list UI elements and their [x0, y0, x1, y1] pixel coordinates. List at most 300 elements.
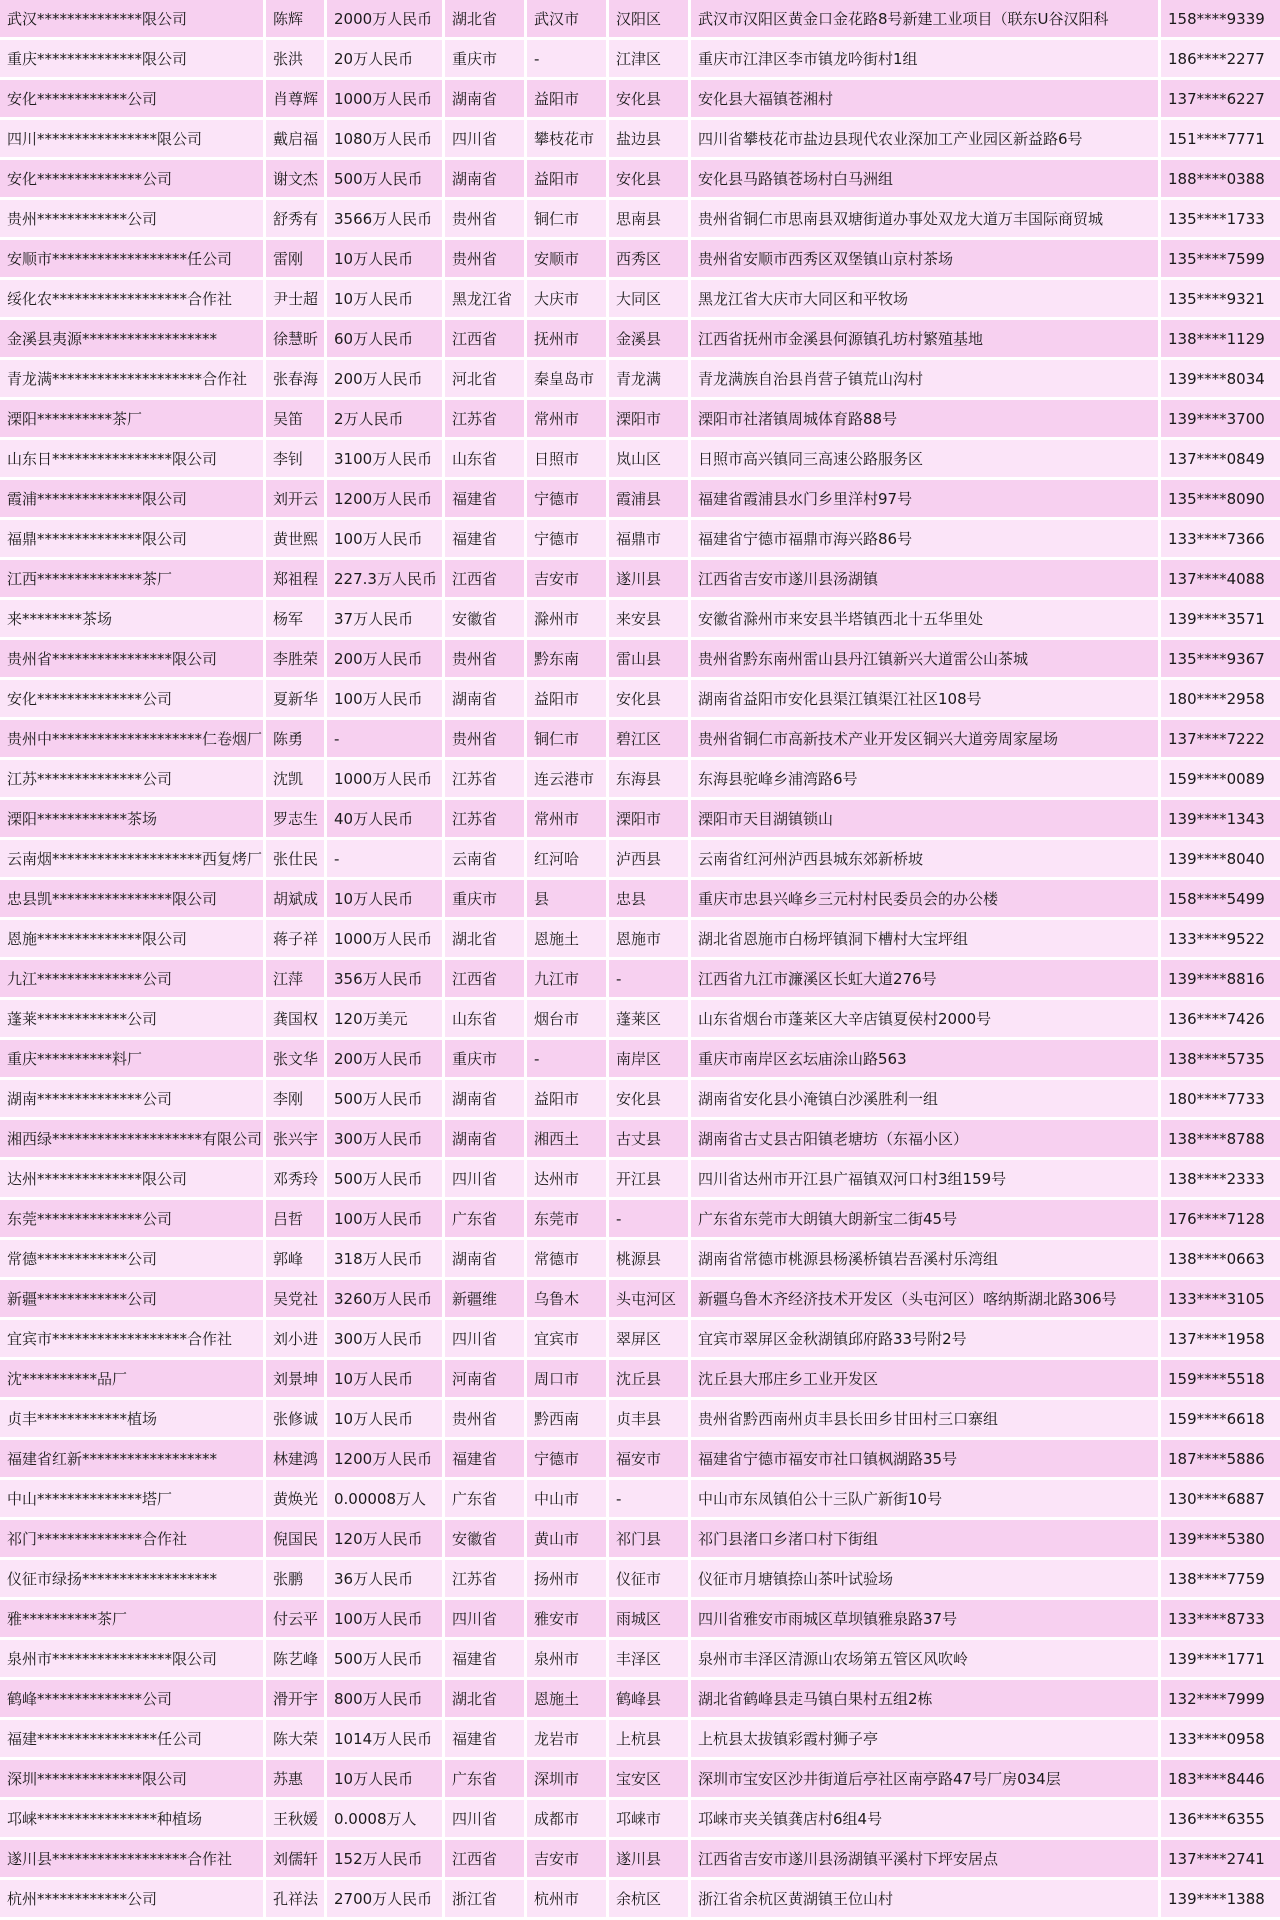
- cell-legal-rep: 张兴宇: [266, 1120, 324, 1157]
- cell-city: 常州市: [527, 800, 606, 837]
- cell-legal-rep: 沈凯: [266, 760, 324, 797]
- cell-phone: 138****5735: [1161, 1040, 1280, 1077]
- cell-city: 益阳市: [527, 80, 606, 117]
- cell-district: 蓬莱区: [609, 1000, 688, 1037]
- cell-registered-capital: 120万人民币: [327, 1520, 442, 1557]
- cell-company-name: 重庆**************限公司: [0, 40, 263, 77]
- cell-phone: 132****7999: [1161, 1680, 1280, 1717]
- cell-address: 武汉市汉阳区黄金口金花路8号新建工业项目（联东U谷汉阳科: [691, 0, 1158, 37]
- cell-legal-rep: 陈大荣: [266, 1720, 324, 1757]
- cell-city: 扬州市: [527, 1560, 606, 1597]
- cell-city: 杭州市: [527, 1880, 606, 1917]
- cell-city: 乌鲁木: [527, 1280, 606, 1317]
- cell-legal-rep: 滑开宇: [266, 1680, 324, 1717]
- cell-legal-rep: 孔祥法: [266, 1880, 324, 1917]
- cell-phone: 158****9339: [1161, 0, 1280, 37]
- cell-registered-capital: 100万人民币: [327, 680, 442, 717]
- cell-company-name: 贞丰************植场: [0, 1400, 263, 1437]
- cell-province: 贵州省: [445, 240, 524, 277]
- cell-phone: 135****9321: [1161, 280, 1280, 317]
- cell-province: 江西省: [445, 320, 524, 357]
- table-row: [0, 1560, 1280, 1597]
- cell-district: 余杭区: [609, 1880, 688, 1917]
- cell-district: 汉阳区: [609, 0, 688, 37]
- cell-province: 湖北省: [445, 0, 524, 37]
- cell-legal-rep: 倪国民: [266, 1520, 324, 1557]
- cell-legal-rep: 张仕民: [266, 840, 324, 877]
- cell-district: 古丈县: [609, 1120, 688, 1157]
- cell-district: 泸西县: [609, 840, 688, 877]
- cell-registered-capital: 10万人民币: [327, 1360, 442, 1397]
- cell-province: 河南省: [445, 1360, 524, 1397]
- cell-phone: 135****1733: [1161, 200, 1280, 237]
- cell-registered-capital: 100万人民币: [327, 1600, 442, 1637]
- cell-address: 福建省宁德市福安市社口镇枫湖路35号: [691, 1440, 1158, 1477]
- cell-address: 江西省吉安市遂川县汤湖镇: [691, 560, 1158, 597]
- cell-registered-capital: 0.0008万人: [327, 1800, 442, 1837]
- cell-phone: 159****5518: [1161, 1360, 1280, 1397]
- cell-city: 恩施土: [527, 1680, 606, 1717]
- table-row: [0, 760, 1280, 797]
- cell-phone: 135****9367: [1161, 640, 1280, 677]
- cell-phone: 158****5499: [1161, 880, 1280, 917]
- cell-city: 达州市: [527, 1160, 606, 1197]
- cell-phone: 137****7222: [1161, 720, 1280, 757]
- cell-company-name: 新疆************公司: [0, 1280, 263, 1317]
- cell-district: 霞浦县: [609, 480, 688, 517]
- cell-registered-capital: 40万人民币: [327, 800, 442, 837]
- cell-city: 烟台市: [527, 1000, 606, 1037]
- cell-province: 山东省: [445, 440, 524, 477]
- cell-company-name: 杭州************公司: [0, 1880, 263, 1917]
- cell-legal-rep: 王秋媛: [266, 1800, 324, 1837]
- cell-district: 来安县: [609, 600, 688, 637]
- cell-legal-rep: 戴启福: [266, 120, 324, 157]
- cell-legal-rep: 张洪: [266, 40, 324, 77]
- cell-province: 湖南省: [445, 160, 524, 197]
- cell-district: 碧江区: [609, 720, 688, 757]
- cell-city: 大庆市: [527, 280, 606, 317]
- cell-phone: 159****0089: [1161, 760, 1280, 797]
- table-row: [0, 1160, 1280, 1197]
- cell-city: 益阳市: [527, 1080, 606, 1117]
- cell-legal-rep: 杨军: [266, 600, 324, 637]
- cell-province: 湖北省: [445, 1680, 524, 1717]
- table-row: [0, 680, 1280, 717]
- cell-address: 贵州省黔西南州贞丰县长田乡甘田村三口寨组: [691, 1400, 1158, 1437]
- cell-address: 安化县大福镇苍湘村: [691, 80, 1158, 117]
- cell-city: 吉安市: [527, 1840, 606, 1877]
- cell-province: 重庆市: [445, 1040, 524, 1077]
- cell-company-name: 溧阳************茶场: [0, 800, 263, 837]
- table-row: [0, 160, 1280, 197]
- cell-district: -: [609, 1480, 688, 1517]
- cell-registered-capital: 300万人民币: [327, 1120, 442, 1157]
- cell-company-name: 贵州省****************限公司: [0, 640, 263, 677]
- cell-district: 安化县: [609, 80, 688, 117]
- cell-district: 翠屏区: [609, 1320, 688, 1357]
- cell-province: 重庆市: [445, 880, 524, 917]
- cell-company-name: 金溪县夷源******************: [0, 320, 263, 357]
- cell-registered-capital: 1000万人民币: [327, 920, 442, 957]
- cell-province: 湖南省: [445, 80, 524, 117]
- cell-registered-capital: 10万人民币: [327, 280, 442, 317]
- cell-district: 东海县: [609, 760, 688, 797]
- cell-legal-rep: 罗志生: [266, 800, 324, 837]
- cell-legal-rep: 谢文杰: [266, 160, 324, 197]
- cell-legal-rep: 张文华: [266, 1040, 324, 1077]
- cell-district: 遂川县: [609, 560, 688, 597]
- cell-company-name: 蓬莱************公司: [0, 1000, 263, 1037]
- cell-phone: 176****7128: [1161, 1200, 1280, 1237]
- cell-address: 邛崃市夹关镇龚店村6组4号: [691, 1800, 1158, 1837]
- table-row: [0, 1120, 1280, 1157]
- cell-company-name: 仪征市绿扬******************: [0, 1560, 263, 1597]
- cell-legal-rep: 刘景坤: [266, 1360, 324, 1397]
- cell-registered-capital: 500万人民币: [327, 160, 442, 197]
- cell-province: 贵州省: [445, 1400, 524, 1437]
- table-row: [0, 960, 1280, 997]
- cell-registered-capital: 1000万人民币: [327, 80, 442, 117]
- cell-company-name: 来********茶场: [0, 600, 263, 637]
- cell-registered-capital: 2700万人民币: [327, 1880, 442, 1917]
- cell-address: 湖南省古丈县古阳镇老塘坊（东福小区）: [691, 1120, 1158, 1157]
- cell-city: 黔西南: [527, 1400, 606, 1437]
- cell-registered-capital: 100万人民币: [327, 1200, 442, 1237]
- cell-city: 红河哈: [527, 840, 606, 877]
- cell-company-name: 沈**********品厂: [0, 1360, 263, 1397]
- cell-address: 贵州省铜仁市高新技术产业开发区铜兴大道旁周家屋场: [691, 720, 1158, 757]
- cell-company-name: 山东日****************限公司: [0, 440, 263, 477]
- table-row: [0, 1680, 1280, 1717]
- cell-registered-capital: 1000万人民币: [327, 760, 442, 797]
- cell-company-name: 福鼎**************限公司: [0, 520, 263, 557]
- table-row: [0, 720, 1280, 757]
- cell-city: 雅安市: [527, 1600, 606, 1637]
- cell-phone: 137****4088: [1161, 560, 1280, 597]
- cell-registered-capital: -: [327, 840, 442, 877]
- cell-company-name: 达州**************限公司: [0, 1160, 263, 1197]
- table-row: [0, 1200, 1280, 1237]
- cell-registered-capital: 200万人民币: [327, 360, 442, 397]
- cell-city: 宁德市: [527, 480, 606, 517]
- cell-registered-capital: 100万人民币: [327, 520, 442, 557]
- cell-district: 开江县: [609, 1160, 688, 1197]
- cell-phone: 133****0958: [1161, 1720, 1280, 1757]
- cell-address: 贵州省铜仁市思南县双塘街道办事处双龙大道万丰国际商贸城: [691, 200, 1158, 237]
- cell-company-name: 重庆**********料厂: [0, 1040, 263, 1077]
- cell-company-name: 江苏**************公司: [0, 760, 263, 797]
- cell-company-name: 贵州************公司: [0, 200, 263, 237]
- cell-company-name: 中山**************塔厂: [0, 1480, 263, 1517]
- cell-province: 江苏省: [445, 760, 524, 797]
- table-row: [0, 1600, 1280, 1637]
- cell-registered-capital: 500万人民币: [327, 1640, 442, 1677]
- cell-district: 仪征市: [609, 1560, 688, 1597]
- cell-province: 四川省: [445, 1160, 524, 1197]
- table-row: [0, 600, 1280, 637]
- cell-address: 广东省东莞市大朗镇大朗新宝二街45号: [691, 1200, 1158, 1237]
- cell-legal-rep: 龚国权: [266, 1000, 324, 1037]
- cell-province: 广东省: [445, 1200, 524, 1237]
- cell-company-name: 武汉**************限公司: [0, 0, 263, 37]
- cell-address: 浙江省余杭区黄湖镇王位山村: [691, 1880, 1158, 1917]
- cell-district: -: [609, 1200, 688, 1237]
- cell-province: 湖南省: [445, 1120, 524, 1157]
- cell-city: 益阳市: [527, 680, 606, 717]
- cell-legal-rep: 蒋子祥: [266, 920, 324, 957]
- cell-phone: 139****1343: [1161, 800, 1280, 837]
- table-row: [0, 1320, 1280, 1357]
- table-row: [0, 1640, 1280, 1677]
- cell-city: 安顺市: [527, 240, 606, 277]
- cell-registered-capital: 356万人民币: [327, 960, 442, 997]
- cell-registered-capital: 36万人民币: [327, 1560, 442, 1597]
- cell-legal-rep: 李钊: [266, 440, 324, 477]
- cell-city: 东莞市: [527, 1200, 606, 1237]
- cell-registered-capital: 1014万人民币: [327, 1720, 442, 1757]
- table-row: [0, 1520, 1280, 1557]
- cell-district: 江津区: [609, 40, 688, 77]
- cell-company-name: 恩施**************限公司: [0, 920, 263, 957]
- table-row: [0, 360, 1280, 397]
- table-row: [0, 880, 1280, 917]
- cell-address: 山东省烟台市蓬莱区大辛店镇夏侯村2000号: [691, 1000, 1158, 1037]
- cell-phone: 138****1129: [1161, 320, 1280, 357]
- cell-address: 沈丘县大邢庄乡工业开发区: [691, 1360, 1158, 1397]
- cell-province: 广东省: [445, 1480, 524, 1517]
- cell-province: 福建省: [445, 1640, 524, 1677]
- cell-district: 贞丰县: [609, 1400, 688, 1437]
- cell-phone: 135****8090: [1161, 480, 1280, 517]
- cell-district: 福鼎市: [609, 520, 688, 557]
- cell-phone: 159****6618: [1161, 1400, 1280, 1437]
- cell-legal-rep: 吕哲: [266, 1200, 324, 1237]
- cell-address: 安徽省滁州市来安县半塔镇西北十五华里处: [691, 600, 1158, 637]
- cell-district: 青龙满: [609, 360, 688, 397]
- cell-district: 西秀区: [609, 240, 688, 277]
- cell-address: 江西省吉安市遂川县汤湖镇平溪村下坪安居点: [691, 1840, 1158, 1877]
- cell-city: 铜仁市: [527, 200, 606, 237]
- cell-phone: 139****3571: [1161, 600, 1280, 637]
- cell-district: 安化县: [609, 160, 688, 197]
- cell-company-name: 常德************公司: [0, 1240, 263, 1277]
- cell-legal-rep: 李胜荣: [266, 640, 324, 677]
- cell-city: 益阳市: [527, 160, 606, 197]
- cell-legal-rep: 刘小进: [266, 1320, 324, 1357]
- table-row: [0, 560, 1280, 597]
- table-row: [0, 1400, 1280, 1437]
- cell-district: -: [609, 960, 688, 997]
- cell-company-name: 邛崃****************种植场: [0, 1800, 263, 1837]
- cell-company-name: 湖南**************公司: [0, 1080, 263, 1117]
- cell-registered-capital: 37万人民币: [327, 600, 442, 637]
- table-row: [0, 1280, 1280, 1317]
- table-row: [0, 280, 1280, 317]
- table-row: [0, 1440, 1280, 1477]
- cell-address: 仪征市月塘镇捺山茶叶试验场: [691, 1560, 1158, 1597]
- cell-address: 溧阳市社渚镇周城体育路88号: [691, 400, 1158, 437]
- cell-district: 溧阳市: [609, 400, 688, 437]
- table-row: [0, 200, 1280, 237]
- cell-legal-rep: 黄世熙: [266, 520, 324, 557]
- cell-address: 四川省雅安市雨城区草坝镇雅泉路37号: [691, 1600, 1158, 1637]
- cell-city: 湘西土: [527, 1120, 606, 1157]
- cell-registered-capital: 227.3万人民币: [327, 560, 442, 597]
- table-row: [0, 120, 1280, 157]
- cell-address: 安化县马路镇苍场村白马洲组: [691, 160, 1158, 197]
- cell-legal-rep: 陈辉: [266, 0, 324, 37]
- cell-district: 祁门县: [609, 1520, 688, 1557]
- cell-city: 县: [527, 880, 606, 917]
- cell-registered-capital: -: [327, 720, 442, 757]
- cell-registered-capital: 200万人民币: [327, 1040, 442, 1077]
- cell-address: 日照市高兴镇同三高速公路服务区: [691, 440, 1158, 477]
- cell-province: 福建省: [445, 480, 524, 517]
- cell-address: 湖北省恩施市白杨坪镇洞下槽村大宝坪组: [691, 920, 1158, 957]
- table-row: [0, 1080, 1280, 1117]
- cell-phone: 137****6227: [1161, 80, 1280, 117]
- cell-phone: 180****7733: [1161, 1080, 1280, 1117]
- cell-city: 周口市: [527, 1360, 606, 1397]
- cell-legal-rep: 舒秀有: [266, 200, 324, 237]
- table-row: [0, 80, 1280, 117]
- cell-province: 浙江省: [445, 1880, 524, 1917]
- cell-district: 南岸区: [609, 1040, 688, 1077]
- cell-company-name: 江西**************茶厂: [0, 560, 263, 597]
- cell-district: 思南县: [609, 200, 688, 237]
- cell-legal-rep: 张鹏: [266, 1560, 324, 1597]
- cell-province: 四川省: [445, 1320, 524, 1357]
- cell-district: 遂川县: [609, 1840, 688, 1877]
- cell-registered-capital: 20万人民币: [327, 40, 442, 77]
- table-row: [0, 1480, 1280, 1517]
- cell-phone: 133****7366: [1161, 520, 1280, 557]
- cell-legal-rep: 胡斌成: [266, 880, 324, 917]
- cell-city: 深圳市: [527, 1760, 606, 1797]
- cell-company-name: 鹤峰**************公司: [0, 1680, 263, 1717]
- cell-company-name: 九江**************公司: [0, 960, 263, 997]
- cell-address: 重庆市南岸区玄坛庙涂山路563: [691, 1040, 1158, 1077]
- cell-district: 安化县: [609, 680, 688, 717]
- cell-province: 广东省: [445, 1760, 524, 1797]
- cell-address: 新疆乌鲁木齐经济技术开发区（头屯河区）喀纳斯湖北路306号: [691, 1280, 1158, 1317]
- cell-province: 四川省: [445, 120, 524, 157]
- cell-registered-capital: 10万人民币: [327, 240, 442, 277]
- cell-province: 江苏省: [445, 400, 524, 437]
- cell-address: 湖北省鹤峰县走马镇白果村五组2栋: [691, 1680, 1158, 1717]
- cell-district: 金溪县: [609, 320, 688, 357]
- cell-legal-rep: 江萍: [266, 960, 324, 997]
- cell-city: 秦皇岛市: [527, 360, 606, 397]
- cell-company-name: 福建省红新******************: [0, 1440, 263, 1477]
- cell-district: 丰泽区: [609, 1640, 688, 1677]
- cell-province: 安徽省: [445, 600, 524, 637]
- cell-district: 盐边县: [609, 120, 688, 157]
- cell-phone: 136****6355: [1161, 1800, 1280, 1837]
- cell-company-name: 遂川县******************合作社: [0, 1840, 263, 1877]
- cell-province: 湖南省: [445, 1080, 524, 1117]
- cell-address: 福建省宁德市福鼎市海兴路86号: [691, 520, 1158, 557]
- cell-phone: 138****2333: [1161, 1160, 1280, 1197]
- cell-phone: 133****8733: [1161, 1600, 1280, 1637]
- cell-legal-rep: 李刚: [266, 1080, 324, 1117]
- cell-province: 四川省: [445, 1600, 524, 1637]
- cell-district: 福安市: [609, 1440, 688, 1477]
- table-row: [0, 920, 1280, 957]
- cell-address: 湖南省益阳市安化县渠江镇渠江社区108号: [691, 680, 1158, 717]
- cell-phone: 187****5886: [1161, 1440, 1280, 1477]
- cell-city: 九江市: [527, 960, 606, 997]
- cell-district: 鹤峰县: [609, 1680, 688, 1717]
- cell-registered-capital: 3100万人民币: [327, 440, 442, 477]
- cell-phone: 139****8034: [1161, 360, 1280, 397]
- table-row: [0, 400, 1280, 437]
- cell-registered-capital: 60万人民币: [327, 320, 442, 357]
- cell-registered-capital: 200万人民币: [327, 640, 442, 677]
- cell-phone: 180****2958: [1161, 680, 1280, 717]
- cell-district: 岚山区: [609, 440, 688, 477]
- cell-legal-rep: 郭峰: [266, 1240, 324, 1277]
- cell-legal-rep: 尹士超: [266, 280, 324, 317]
- cell-district: 恩施市: [609, 920, 688, 957]
- cell-city: 常德市: [527, 1240, 606, 1277]
- cell-phone: 135****7599: [1161, 240, 1280, 277]
- cell-city: 成都市: [527, 1800, 606, 1837]
- cell-address: 重庆市忠县兴峰乡三元村村民委员会的办公楼: [691, 880, 1158, 917]
- cell-district: 宝安区: [609, 1760, 688, 1797]
- cell-city: -: [527, 1040, 606, 1077]
- cell-address: 湖南省常德市桃源县杨溪桥镇岩吾溪村乐湾组: [691, 1240, 1158, 1277]
- cell-company-name: 东莞**************公司: [0, 1200, 263, 1237]
- cell-province: 新疆维: [445, 1280, 524, 1317]
- cell-registered-capital: 300万人民币: [327, 1320, 442, 1357]
- cell-district: 溧阳市: [609, 800, 688, 837]
- cell-province: 贵州省: [445, 640, 524, 677]
- cell-registered-capital: 2万人民币: [327, 400, 442, 437]
- cell-company-name: 溧阳**********茶厂: [0, 400, 263, 437]
- cell-legal-rep: 雷刚: [266, 240, 324, 277]
- cell-legal-rep: 吴党社: [266, 1280, 324, 1317]
- cell-district: 大同区: [609, 280, 688, 317]
- cell-city: 滁州市: [527, 600, 606, 637]
- cell-province: 云南省: [445, 840, 524, 877]
- cell-city: 泉州市: [527, 1640, 606, 1677]
- cell-phone: 188****0388: [1161, 160, 1280, 197]
- cell-city: 宁德市: [527, 520, 606, 557]
- cell-city: 中山市: [527, 1480, 606, 1517]
- cell-company-name: 安化**************公司: [0, 160, 263, 197]
- cell-legal-rep: 陈勇: [266, 720, 324, 757]
- cell-address: 上杭县太拔镇彩霞村狮子亭: [691, 1720, 1158, 1757]
- cell-phone: 130****6887: [1161, 1480, 1280, 1517]
- cell-province: 山东省: [445, 1000, 524, 1037]
- cell-phone: 139****8040: [1161, 840, 1280, 877]
- cell-registered-capital: 0.00008万人: [327, 1480, 442, 1517]
- cell-city: 黄山市: [527, 1520, 606, 1557]
- table-row: [0, 800, 1280, 837]
- cell-registered-capital: 500万人民币: [327, 1160, 442, 1197]
- cell-phone: 139****8816: [1161, 960, 1280, 997]
- table-row: [0, 840, 1280, 877]
- cell-address: 四川省攀枝花市盐边县现代农业深加工产业园区新益路6号: [691, 120, 1158, 157]
- cell-province: 福建省: [445, 520, 524, 557]
- cell-city: 龙岩市: [527, 1720, 606, 1757]
- cell-company-name: 安化************公司: [0, 80, 263, 117]
- cell-address: 江西省抚州市金溪县何源镇孔坊村繁殖基地: [691, 320, 1158, 357]
- table-row: [0, 1000, 1280, 1037]
- cell-company-name: 安化**************公司: [0, 680, 263, 717]
